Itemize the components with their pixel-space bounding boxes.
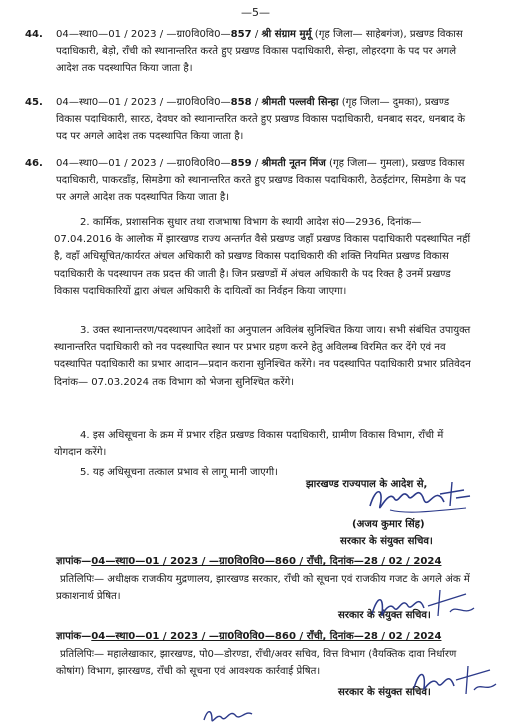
governor-order-line: झारखण्ड राज्यपाल के आदेश से, (306, 479, 428, 490)
entry-reference-number: 858 (230, 97, 252, 108)
memo-1-body: प्रतिलिपिः— अधीक्षक राजकीय मुद्रणालय, झारखण्ड सरकार, राँची को सूचना एवं राजकीय गजट के अगले अंक में प्रकाशनार्थ प्रेषित। (56, 574, 470, 602)
order-entry-45: 45. 04—स्था0—01 / 2023 / —ग्रा0वि0वि0—858 / श्रीमती पल्लवी सिन्हा (गृह जिला— दुमका), प्रखण्ड विकास पदाधिकारी, सारठ, देवघर को स्थानान्तरित करते हुए प्रखण्ड विकास पदाधिकारी, धनबाद सदर, धनबाद के पद पर अगले आदेश तक पदस्थापित किया जाता है। (56, 94, 474, 146)
memo-label: ज्ञापांक— (56, 631, 92, 642)
entry-reference: 04—स्था0—01 / 2023 / —ग्रा0वि0वि0— (56, 97, 231, 108)
memo-reference: 04—स्था0—01 / 2023 / —ग्रा0वि0वि0—860 / राँची, दिनांक—28 / 02 / 2024 (91, 631, 442, 642)
handwritten-signature (410, 662, 500, 702)
entry-reference: 04—स्था0—01 / 2023 / —ग्रा0वि0वि0— (56, 158, 231, 169)
handwritten-initials (200, 704, 260, 723)
signer-name: (अजय कुमार सिंह) (352, 519, 425, 530)
memo-label: ज्ञापांक— (56, 556, 92, 567)
page-number: —5— (241, 6, 270, 19)
paragraph-4: 4. इस अधिसूचना के क्रम में प्रभार रहित प्रखण्ड विकास पदाधिकारी, ग्रामीण विकास विभाग, राँची में योगदान करेंगे। (54, 430, 444, 459)
entry-text: (गृह जिला— गुमला), प्रखण्ड विकास पदाधिकारी, पाकरडाँड़, सिमडेगा को स्थानान्तरित करते हुए प्रखण्ड विकास पदाधिकारी, ठेठईटांगर, सिमडेगा के पद पर अगले आदेश तक पदस्थापित किया जाता है। (56, 158, 466, 204)
entry-text: (गृह जिला— दुमका), प्रखण्ड विकास पदाधिकारी, सारठ, देवघर को स्थानान्तरित करते हुए प्रखण्ड विकास पदाधिकारी, धनबाद सदर, धनबाद के पद पर अगले आदेश तक पदस्थापित किया जाता है। (56, 97, 466, 143)
memo-2 (56, 628, 480, 645)
officer-name: श्रीमती पल्लवी सिन्हा (261, 97, 339, 108)
entry-text: (गृह जिला— साहेबगंज), प्रखण्ड विकास पदाधिकारी, बेड़ो, राँची को स्थानान्तरित करते हुए प्रखण्ड विकास पदाधिकारी, सेन्हा, लोहरदगा के पद पर अगले आदेश तक पदस्थापित किया जाता है। (56, 29, 463, 75)
entry-number: 46. (25, 158, 43, 169)
memo-reference: 04—स्था0—01 / 2023 / —ग्रा0वि0वि0—860 / राँची, दिनांक—28 / 02 / 2024 (91, 556, 442, 567)
paragraph-2: 2. कार्मिक, प्रशासनिक सुधार तथा राजभाषा विभाग के स्थायी आदेश सं0—2936, दिनांक—07.04.2016 के आलोक में झारखण्ड राज्य अन्तर्गत वैसे प्रखण्ड जहाँ प्रखण्ड विकास पदाधिकारी पदस्थापित नहीं है, वहाँ अधिसूचित/कार्यरत अंचल अधिकारी को प्रखण्ड विकास पदाधिकारी की शक्ति नियमित प्रखण्ड विकास पदाधिकारी के पदस्थापन तक प्रदत्त की जाती है। जिन प्रखण्डों में अंचल अधिकारी के पद रिक्त है उनमें प्रखण्ड विकास पदाधिकारियों द्वारा अंचल अधिकारी के दायित्वों का निर्वहन किया जाएगा। (54, 217, 471, 297)
memo-2-signoff: सरकार के संयुक्त सचिव। (338, 687, 431, 698)
entry-reference: 04—स्था0—01 / 2023 / —ग्रा0वि0वि0— (56, 29, 231, 40)
officer-name: श्री संग्राम मुर्मू (261, 29, 312, 40)
memo-1-signoff: सरकार के संयुक्त सचिव। (338, 610, 431, 621)
entry-reference-number: 857 (230, 29, 252, 40)
signer-designation: सरकार के संयुक्त सचिव। (340, 536, 433, 547)
entry-number: 44. (25, 29, 43, 40)
memo-2-body: प्रतिलिपिः— महालेखाकार, झारखण्ड, पो0—डोरण्डा, राँची/अवर सचिव, वित्त विभाग (वैयक्तिक दावा निर्धारण कोषांग) विभाग, झारखण्ड, राँची को सूचना एवं आवश्यक कार्रवाई प्रेषित। (56, 649, 457, 677)
entry-number: 45. (25, 97, 43, 108)
handwritten-signature (370, 586, 480, 626)
paragraph-5: 5. यह अधिसूचना तत्काल प्रभाव से लागू मानी जाएगी। (80, 467, 278, 478)
memo-1 (56, 553, 480, 570)
paragraph-3: 3. उक्त स्थानान्तरण/पदस्थापन आदेशों का अनुपालन अविलंब सुनिश्चित किया जाय। सभी संबंधित उपायुक्त स्थानान्तरित पदाधिकारी को नव पदस्थापित स्थान पर प्रभार ग्रहण करने हेतु अविलम्ब विरमित कर देंगे एवं नव पदस्थापित पदाधिकारी का प्रभार आदान—प्रदान कराना सुनिश्चित करेंगे। नव पदस्थापित पदाधिकारी प्रभार प्रतिवेदन दिनांक— 07.03.2024 तक विभाग को भेजना सुनिश्चित करेंगे। (54, 325, 471, 388)
officer-name: श्रीमती नूतन मिंज (261, 158, 326, 169)
order-entry-44: 44. 04—स्था0—01 / 2023 / —ग्रा0वि0वि0—857 / श्री संग्राम मुर्मू (गृह जिला— साहेबगंज), प्रखण्ड विकास पदाधिकारी, बेड़ो, राँची को स्थानान्तरित करते हुए प्रखण्ड विकास पदाधिकारी, सेन्हा, लोहरदगा के पद पर अगले आदेश तक पदस्थापित किया जाता है। (56, 26, 474, 78)
entry-reference-number: 859 (230, 158, 252, 169)
order-entry-46: 46. 04—स्था0—01 / 2023 / —ग्रा0वि0वि0—859 / श्रीमती नूतन मिंज (गृह जिला— गुमला), प्रखण्ड विकास पदाधिकारी, पाकरडाँड़, सिमडेगा को स्थानान्तरित करते हुए प्रखण्ड विकास पदाधिकारी, ठेठईटांगर, सिमडेगा के पद पर अगले आदेश तक पदस्थापित किया जाता है। (56, 155, 474, 207)
